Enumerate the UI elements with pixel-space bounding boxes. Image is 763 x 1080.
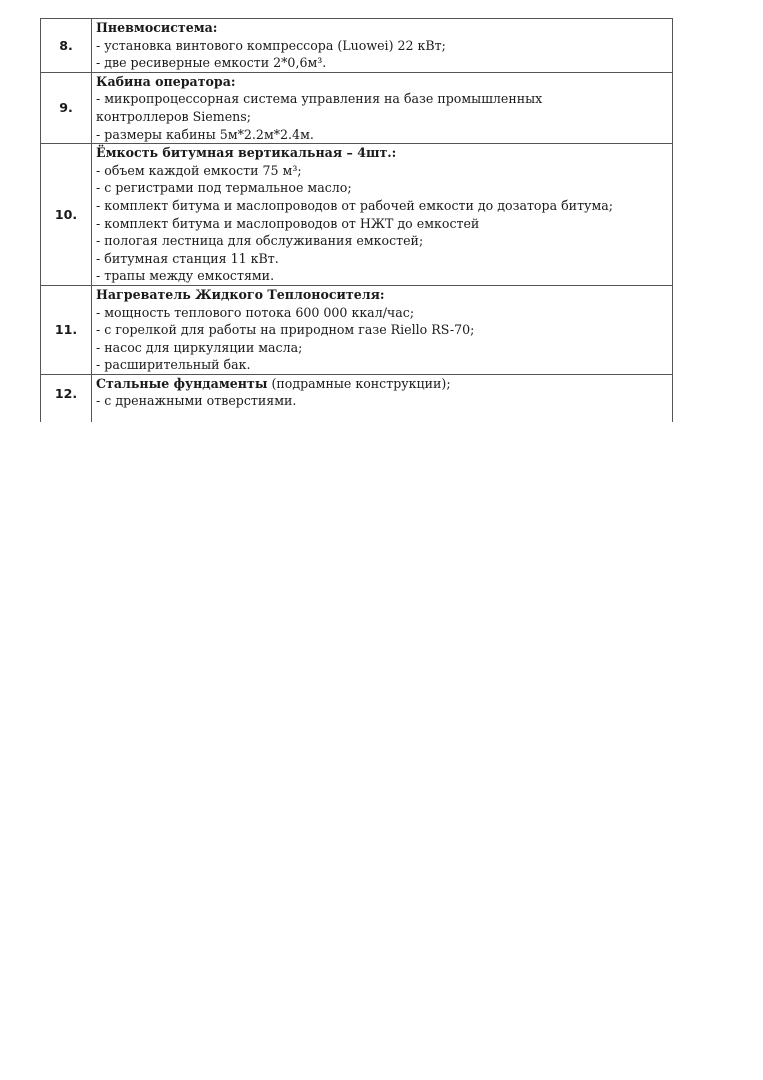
row-number: 8.	[41, 19, 92, 73]
row-item: - битумная станция 11 кВт.	[96, 250, 279, 266]
row-description	[92, 19, 673, 73]
row-description	[92, 285, 673, 374]
row-item: - расширительный бак.	[96, 357, 251, 373]
row-item: - размеры кабины 5м*2.2м*2.4м.	[96, 126, 314, 142]
table-row	[41, 19, 673, 73]
row-description	[92, 72, 673, 143]
row-number: 11.	[41, 285, 92, 374]
row-number: 10.	[41, 144, 92, 286]
row-item: - с регистрами под термальное масло;	[96, 180, 352, 196]
table-row	[41, 144, 673, 286]
row-description	[92, 144, 673, 286]
row-title-line	[96, 375, 669, 393]
row-item: - насос для циркуляции масла;	[96, 339, 303, 355]
row-item: - микропроцессорная система управления на базе промышленных контроллеров Siemens;	[96, 91, 543, 124]
equipment-spec-table	[40, 18, 673, 422]
row-item: - комплект битума и маслопроводов от НЖТ до емкостей	[96, 215, 480, 231]
row-item: - установка винтового компрессора (Luowei) 22 кВт;	[96, 37, 446, 53]
row-item: - мощность теплового потока 600 000 ккал/час;	[96, 304, 415, 320]
row-number: 9.	[41, 72, 92, 143]
row-title: Стальные фундаменты	[96, 375, 268, 391]
row-item: - объем каждой емкости 75 м³;	[96, 162, 302, 178]
row-item: - с дренажными отверстиями.	[96, 393, 297, 409]
row-item: - трапы между емкостями.	[96, 268, 275, 284]
row-title: Пневмосистема:	[96, 20, 218, 35]
row-item: - пологая лестница для обслуживания емкостей;	[96, 233, 424, 249]
row-title: Кабина оператора:	[96, 73, 236, 89]
row-item: - с горелкой для работы на природном газе Riello RS-70;	[96, 322, 475, 338]
table-row	[41, 72, 673, 143]
row-description	[92, 374, 673, 422]
row-item: - две ресиверные емкости 2*0,6м³.	[96, 55, 327, 71]
row-title: Нагреватель Жидкого Теплоносителя:	[96, 286, 385, 302]
table-row	[41, 285, 673, 374]
table-row	[41, 374, 673, 422]
row-number: 12.	[41, 374, 92, 422]
row-title-suffix: (подрамные конструкции);	[267, 375, 451, 391]
row-item: - комплект битума и маслопроводов от рабочей емкости до дозатора битума;	[96, 197, 613, 213]
row-title: Ёмкость битумная вертикальная – 4шт.:	[96, 145, 397, 161]
